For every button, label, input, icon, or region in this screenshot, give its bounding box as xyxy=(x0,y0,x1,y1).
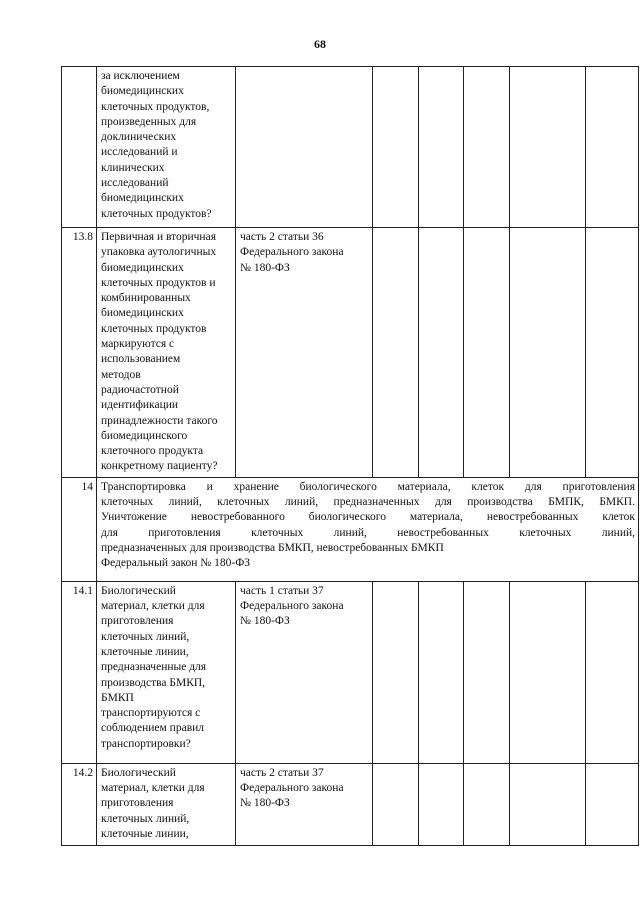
question-line: комбинированных xyxy=(101,292,191,305)
question-line: клеточных линий, xyxy=(101,630,190,643)
question-cell xyxy=(97,581,236,763)
question-line: материал, клетки для xyxy=(101,600,205,613)
question-line: исследований и xyxy=(101,146,178,159)
section-title-cell xyxy=(97,477,639,581)
empty-cell xyxy=(419,763,464,845)
empty-cell xyxy=(464,67,510,228)
question-line: биомедицинских xyxy=(101,261,184,274)
table-row xyxy=(62,67,639,228)
question-line: за исключением xyxy=(101,70,180,82)
empty-cell xyxy=(586,763,639,845)
legal-basis-line: часть 2 статьи 36 xyxy=(240,231,324,243)
question-line: упаковка аутологичных xyxy=(101,246,217,259)
question-line: транспортировки? xyxy=(101,737,191,750)
empty-cell xyxy=(464,763,510,845)
question-line: материал, клетки для xyxy=(101,782,205,795)
question-line: Биологический xyxy=(101,766,176,779)
section-line: Транспортировка и хранение биологического материала, клеток для приготовления xyxy=(101,480,635,493)
section-number: 14 xyxy=(62,477,97,581)
empty-cell xyxy=(464,228,510,478)
question-line: клинических xyxy=(101,161,165,174)
question-line: исследований xyxy=(101,177,169,190)
legal-basis-line: Федерального закона xyxy=(240,246,344,259)
empty-cell xyxy=(419,67,464,228)
question-line: клеточные линии, xyxy=(101,827,189,840)
question-line: произведенных для xyxy=(101,115,197,128)
checklist-table xyxy=(61,66,639,846)
question-line: транспортируются с xyxy=(101,707,201,720)
legal-basis-cell xyxy=(236,67,373,228)
question-line: Первичная и вторичная xyxy=(101,231,216,243)
question-line: конкретному пациенту? xyxy=(101,460,218,473)
empty-cell xyxy=(510,581,586,763)
empty-cell xyxy=(373,763,419,845)
legal-basis-line: № 180-ФЗ xyxy=(240,615,290,628)
empty-cell xyxy=(586,581,639,763)
question-line: биомедицинского xyxy=(101,429,188,442)
section-line: для приготовления клеточных линий, невостребованных клеточных линий, xyxy=(101,526,635,539)
question-line: клеточных продуктов? xyxy=(101,207,212,220)
section-line: клеточных линий, клеточных линий, предназначенных для производства БМПК, БМКП. xyxy=(101,496,635,509)
row-number: 14.1 xyxy=(62,581,97,763)
question-line: Биологический xyxy=(101,584,176,597)
legal-basis-line: Федерального закона xyxy=(240,600,344,613)
question-line: соблюдением правил xyxy=(101,722,205,735)
question-line: биомедицинских xyxy=(101,192,184,205)
empty-cell xyxy=(510,67,586,228)
section-law: Федеральный закон № 180-ФЗ xyxy=(101,557,251,570)
question-line: клеточных линий, xyxy=(101,812,190,825)
row-number: 13.8 xyxy=(62,228,97,478)
question-line: клеточного продукта xyxy=(101,445,204,458)
table-row xyxy=(62,763,639,845)
section-row xyxy=(62,477,639,581)
legal-basis-cell xyxy=(236,228,373,478)
legal-basis-cell xyxy=(236,581,373,763)
legal-basis-line: Федерального закона xyxy=(240,782,344,795)
question-line: использованием xyxy=(101,353,181,366)
question-line: биомедицинских xyxy=(101,307,184,320)
section-line: Уничтожение невостребованного биологического материала, невостребованных клеток xyxy=(101,511,635,524)
question-line: клеточные линии, xyxy=(101,645,189,658)
question-line: методов xyxy=(101,368,141,381)
legal-basis-line: часть 1 статьи 37 xyxy=(240,584,324,597)
empty-cell xyxy=(510,763,586,845)
question-line: предназначенные для xyxy=(101,661,207,674)
question-cell xyxy=(97,228,236,478)
empty-cell xyxy=(373,228,419,478)
question-line: радиочастотной xyxy=(101,383,179,396)
row-number xyxy=(62,67,97,228)
question-line: БМКП xyxy=(101,691,134,704)
question-line: клеточных продуктов xyxy=(101,322,207,335)
legal-basis-line: № 180-ФЗ xyxy=(240,797,290,810)
row-number: 14.2 xyxy=(62,763,97,845)
question-line: производства БМКП, xyxy=(101,676,206,689)
legal-basis-cell xyxy=(236,763,373,845)
question-line: идентификации xyxy=(101,399,179,412)
question-line: клеточных продуктов и xyxy=(101,276,216,289)
legal-basis-line: № 180-ФЗ xyxy=(240,261,290,274)
empty-cell xyxy=(586,228,639,478)
question-line: приготовления xyxy=(101,797,174,810)
question-line: принадлежности такого xyxy=(101,414,218,427)
section-line: предназначенных для производства БМКП, невостребованных БМКП xyxy=(101,541,444,554)
question-line: приготовления xyxy=(101,615,174,628)
empty-cell xyxy=(464,581,510,763)
empty-cell xyxy=(373,581,419,763)
question-line: клеточных продуктов, xyxy=(101,100,210,113)
question-cell xyxy=(97,763,236,845)
empty-cell xyxy=(373,67,419,228)
question-line: доклинических xyxy=(101,131,177,144)
question-line: маркируются с xyxy=(101,338,175,351)
empty-cell xyxy=(419,228,464,478)
page-number: 68 xyxy=(314,37,326,51)
legal-basis-line: часть 2 статьи 37 xyxy=(240,766,324,779)
empty-cell xyxy=(586,67,639,228)
empty-cell xyxy=(419,581,464,763)
empty-cell xyxy=(510,228,586,478)
question-cell xyxy=(97,67,236,228)
table-row xyxy=(62,581,639,763)
table-row xyxy=(62,228,639,478)
question-line: биомедицинских xyxy=(101,85,184,98)
